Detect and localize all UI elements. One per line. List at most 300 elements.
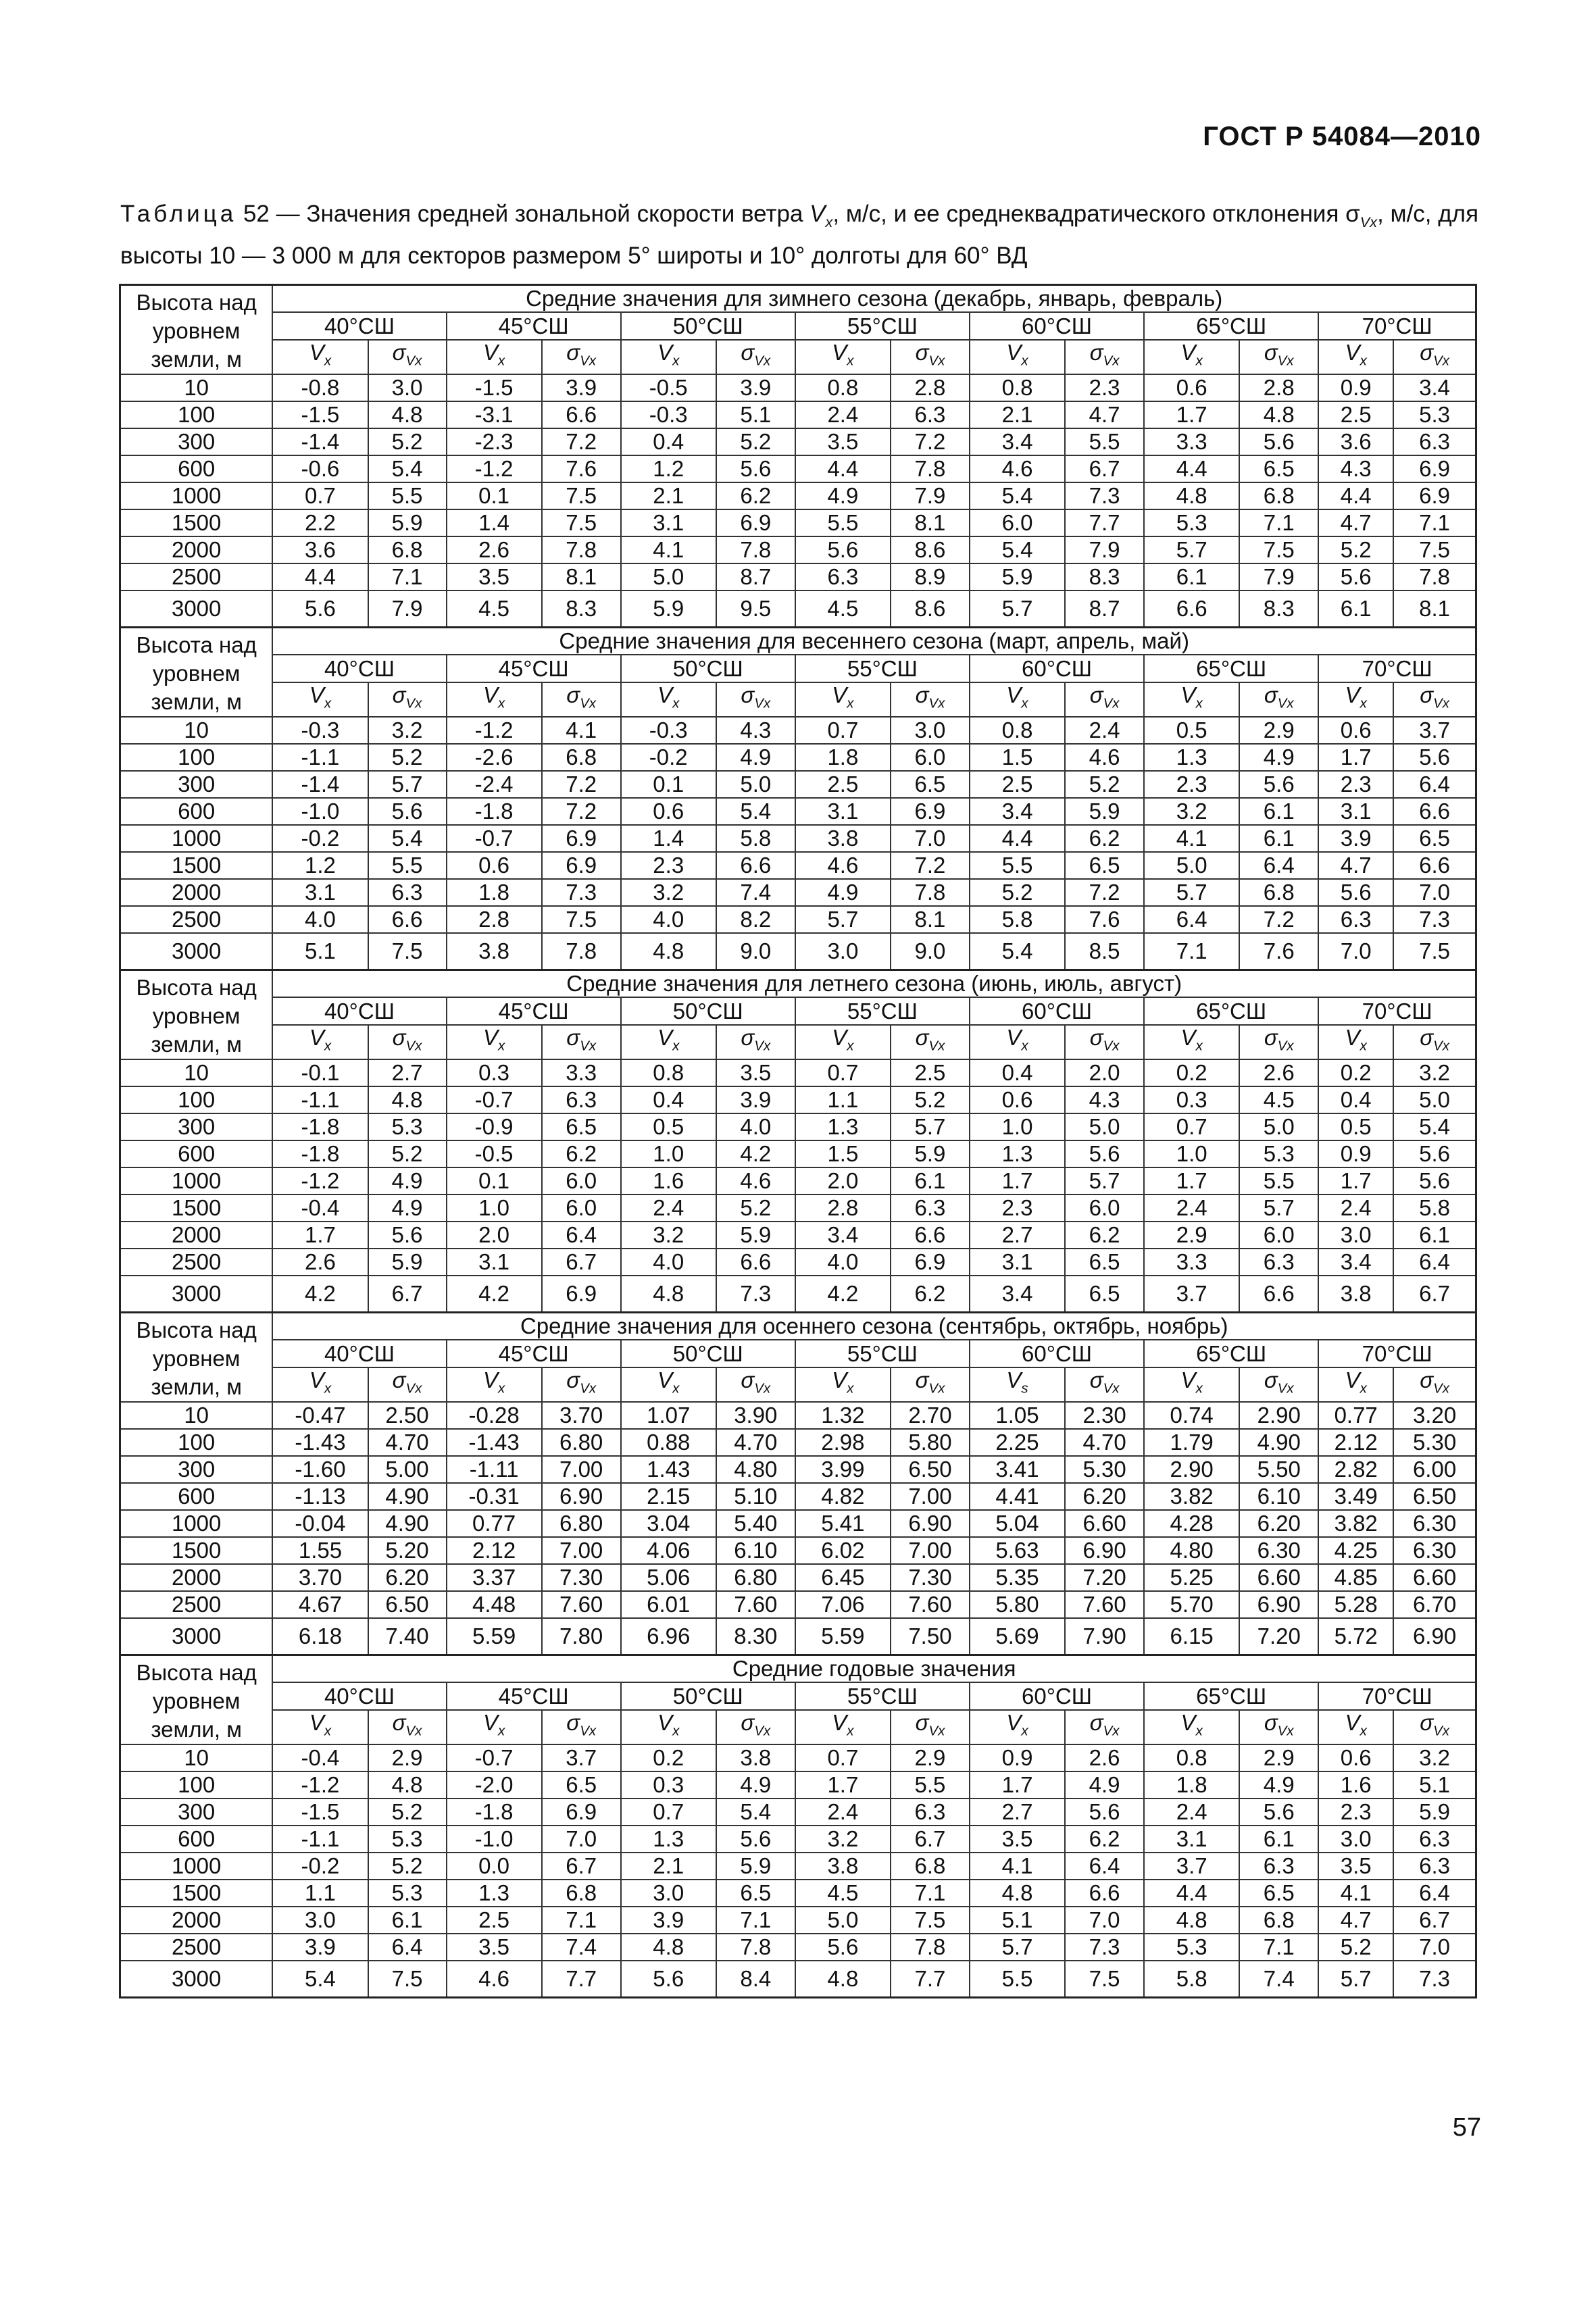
- vx-value: 0.77: [447, 1510, 542, 1537]
- height-cell: 600: [120, 455, 273, 482]
- sigma-value: 5.6: [1393, 1167, 1476, 1194]
- vx-subheader: $V_x$: [447, 682, 542, 717]
- vx-value: 4.48: [447, 1591, 542, 1618]
- vx-value: 6.3: [1318, 906, 1393, 933]
- vx-value: 1.5: [795, 1140, 891, 1167]
- vx-value: 0.2: [621, 1744, 716, 1771]
- vx-value: 5.2: [1318, 536, 1393, 563]
- sigma-value: 6.3: [891, 401, 970, 428]
- vx-value: 3.2: [1144, 798, 1239, 825]
- vx-value: 1.0: [1144, 1140, 1239, 1167]
- sigma-value: 6.9: [891, 1249, 970, 1276]
- height-cell: 300: [120, 771, 273, 798]
- vx-value: 4.4: [272, 563, 368, 590]
- sigma-value: 6.9: [542, 852, 621, 879]
- sigma-subheader: $\sigma_{Vx}$: [1393, 1710, 1476, 1744]
- sigma-subheader: $\sigma_{Vx}$: [1239, 340, 1318, 374]
- sigma-value: 3.9: [542, 374, 621, 401]
- vx-value: 5.7: [1318, 1961, 1393, 1998]
- section-title: Средние значения для осеннего сезона (сентябрь, октябрь, ноябрь): [272, 1313, 1476, 1340]
- sigma-value: 7.2: [1239, 906, 1318, 933]
- vx-value: 5.6: [621, 1961, 716, 1998]
- vx-value: -0.4: [272, 1194, 368, 1222]
- latitude-header: 45°СШ: [447, 312, 621, 339]
- vx-value: 2.4: [795, 401, 891, 428]
- sigma-value: 5.4: [716, 1799, 795, 1826]
- vx-value: 4.0: [272, 906, 368, 933]
- sigma-subheader: $\sigma_{Vx}$: [368, 1367, 447, 1402]
- sigma-value: 5.2: [368, 744, 447, 771]
- vx-value: -2.6: [447, 744, 542, 771]
- table-row: [120, 563, 1476, 590]
- sigma-subheader: $\sigma_{Vx}$: [716, 682, 795, 717]
- vx-value: 4.6: [970, 455, 1065, 482]
- height-cell: 100: [120, 1771, 273, 1799]
- vx-value: -0.7: [447, 825, 542, 852]
- table-row: [120, 1113, 1476, 1140]
- table-row: [120, 771, 1476, 798]
- sigma-value: 5.6: [1239, 771, 1318, 798]
- vx-value: 5.7: [970, 1934, 1065, 1961]
- vx-value: 5.35: [970, 1564, 1065, 1591]
- vx-subheader: $V_x$: [1144, 682, 1239, 717]
- vx-value: 3.1: [1318, 798, 1393, 825]
- sigma-value: 5.9: [1393, 1799, 1476, 1826]
- vx-value: 5.6: [1318, 879, 1393, 906]
- height-cell: 3000: [120, 590, 273, 628]
- vx-value: 2.2: [272, 509, 368, 536]
- sigma-value: 7.9: [891, 482, 970, 509]
- sigma-subheader: $\sigma_{Vx}$: [368, 682, 447, 717]
- vx-value: 4.85: [1318, 1564, 1393, 1591]
- sigma-value: 5.10: [716, 1483, 795, 1510]
- vx-value: 6.0: [970, 509, 1065, 536]
- sigma-value: 7.8: [891, 879, 970, 906]
- sigma-value: 5.7: [891, 1113, 970, 1140]
- vx-value: 3.99: [795, 1456, 891, 1483]
- height-cell: 10: [120, 1744, 273, 1771]
- vx-value: 3.2: [795, 1826, 891, 1853]
- sigma-value: 5.9: [368, 509, 447, 536]
- vx-value: 0.1: [621, 771, 716, 798]
- vx-subheader: $V_x$: [970, 682, 1065, 717]
- sigma-value: 7.8: [716, 536, 795, 563]
- vx-value: 3.41: [970, 1456, 1065, 1483]
- vx-value: 0.6: [970, 1086, 1065, 1113]
- sigma-value: 6.5: [1065, 852, 1144, 879]
- sigma-subheader: $\sigma_{Vx}$: [368, 340, 447, 374]
- vx-value: 4.67: [272, 1591, 368, 1618]
- vx-value: -0.2: [621, 744, 716, 771]
- vx-value: -1.60: [272, 1456, 368, 1483]
- sigma-value: 7.0: [1393, 1934, 1476, 1961]
- vx-subheader: $V_x$: [970, 1025, 1065, 1059]
- latitude-header: 70°СШ: [1318, 1682, 1476, 1709]
- sigma-value: 7.2: [542, 798, 621, 825]
- height-cell: 10: [120, 1402, 273, 1429]
- sigma-value: 6.0: [1065, 1194, 1144, 1222]
- vx-value: 1.4: [447, 509, 542, 536]
- vx-subheader: $V_x$: [272, 340, 368, 374]
- sigma-value: 6.9: [542, 825, 621, 852]
- vx-value: 0.4: [621, 428, 716, 455]
- sigma-value: 5.0: [716, 771, 795, 798]
- latitude-header: 40°СШ: [272, 1682, 446, 1709]
- sigma-value: 7.1: [368, 563, 447, 590]
- sigma-value: 6.60: [1065, 1510, 1144, 1537]
- sigma-value: 6.6: [1393, 798, 1476, 825]
- vx-value: 2.9: [1144, 1222, 1239, 1249]
- vx-value: 4.25: [1318, 1537, 1393, 1564]
- vx-value: 1.7: [795, 1771, 891, 1799]
- sigma-value: 9.0: [716, 933, 795, 970]
- latitude-header: 40°СШ: [272, 1340, 446, 1367]
- caption-prefix: Таблица: [120, 201, 237, 227]
- sigma-value: 4.80: [716, 1456, 795, 1483]
- sigma-value: 7.8: [542, 933, 621, 970]
- sigma-value: 6.30: [1393, 1510, 1476, 1537]
- sigma-value: 5.0: [1065, 1113, 1144, 1140]
- sigma-value: 7.00: [891, 1537, 970, 1564]
- sigma-value: 5.3: [1393, 401, 1476, 428]
- sigma-value: 6.3: [1393, 428, 1476, 455]
- sigma-value: 8.7: [716, 563, 795, 590]
- latitude-header: 65°СШ: [1144, 997, 1318, 1024]
- sigma-value: 6.5: [542, 1771, 621, 1799]
- height-cell: 100: [120, 401, 273, 428]
- vx-value: 4.8: [1144, 482, 1239, 509]
- vx-value: 2.1: [970, 401, 1065, 428]
- vx-value: 1.6: [621, 1167, 716, 1194]
- vx-value: 0.6: [447, 852, 542, 879]
- vx-value: 0.4: [1318, 1086, 1393, 1113]
- sigma-value: 6.3: [1239, 1853, 1318, 1880]
- sigma-value: 7.8: [891, 455, 970, 482]
- sigma-value: 3.2: [1393, 1059, 1476, 1086]
- vx-value: 5.59: [447, 1618, 542, 1655]
- sigma-value: 7.0: [1065, 1907, 1144, 1934]
- sigma-value: 4.70: [368, 1429, 447, 1456]
- vx-value: -1.5: [272, 1799, 368, 1826]
- vx-value: 1.2: [272, 852, 368, 879]
- table-row: [120, 1934, 1476, 1961]
- height-cell: 100: [120, 1086, 273, 1113]
- sigma-value: 7.3: [716, 1276, 795, 1313]
- sigma-value: 3.7: [542, 1744, 621, 1771]
- vx-value: 1.79: [1144, 1429, 1239, 1456]
- vx-value: 0.3: [621, 1771, 716, 1799]
- height-cell: 2000: [120, 536, 273, 563]
- vx-value: 0.5: [1318, 1113, 1393, 1140]
- vx-value: -0.3: [621, 401, 716, 428]
- sigma-value: 5.9: [716, 1222, 795, 1249]
- sigma-subheader: $\sigma_{Vx}$: [542, 1367, 621, 1402]
- vx-value: 2.15: [621, 1483, 716, 1510]
- vx-value: 1.8: [795, 744, 891, 771]
- sigma-value: 6.0: [1239, 1222, 1318, 1249]
- sigma-value: 2.8: [891, 374, 970, 401]
- sigma-value: 5.2: [716, 1194, 795, 1222]
- sigma-subheader: $\sigma_{Vx}$: [1239, 682, 1318, 717]
- table-row: [120, 590, 1476, 628]
- sigma-value: 5.7: [1065, 1167, 1144, 1194]
- caption-number: 52: [243, 201, 270, 227]
- vx-value: 4.1: [1318, 1880, 1393, 1907]
- subheader-row: [120, 1025, 1476, 1059]
- vx-value: 0.8: [795, 374, 891, 401]
- table-row: [120, 1826, 1476, 1853]
- sigma-value: 5.3: [368, 1113, 447, 1140]
- page-number: 57: [1452, 2113, 1481, 2142]
- sigma-value: 7.0: [1393, 879, 1476, 906]
- vx-value: -1.0: [447, 1826, 542, 1853]
- sigma-value: 7.9: [1065, 536, 1144, 563]
- sigma-value: 7.4: [542, 1934, 621, 1961]
- sigma-value: 6.4: [368, 1934, 447, 1961]
- sigma-value: 6.9: [716, 509, 795, 536]
- latitude-header: 55°СШ: [795, 312, 970, 339]
- section-title-row: [120, 1655, 1476, 1683]
- vx-value: 2.7: [970, 1799, 1065, 1826]
- sigma-value: 5.9: [716, 1853, 795, 1880]
- table-row: [120, 852, 1476, 879]
- sigma-value: 5.9: [1065, 798, 1144, 825]
- sigma-value: 7.80: [542, 1618, 621, 1655]
- height-cell: 1500: [120, 852, 273, 879]
- vx-subheader: $V_x$: [447, 340, 542, 374]
- sigma-value: 2.0: [1065, 1059, 1144, 1086]
- sigma-value: 6.6: [1239, 1276, 1318, 1313]
- sigma-value: 6.5: [1065, 1276, 1144, 1313]
- sigma-value: 6.1: [1393, 1222, 1476, 1249]
- vx-value: 3.8: [1318, 1276, 1393, 1313]
- vx-value: 5.7: [795, 906, 891, 933]
- vx-value: 5.06: [621, 1564, 716, 1591]
- vx-value: 5.3: [1144, 509, 1239, 536]
- vx-subheader: $V_x$: [1318, 1367, 1393, 1402]
- vx-subheader: $V_x$: [621, 1710, 716, 1744]
- sigma-value: 5.2: [1065, 771, 1144, 798]
- sigma-subheader: $\sigma_{Vx}$: [716, 1710, 795, 1744]
- vx-value: 1.3: [1144, 744, 1239, 771]
- sigma-value: 8.9: [891, 563, 970, 590]
- sigma-value: 6.90: [1393, 1618, 1476, 1655]
- sigma-value: 7.5: [368, 933, 447, 970]
- vx-subheader: $V_x$: [447, 1025, 542, 1059]
- sigma-value: 7.5: [1239, 536, 1318, 563]
- sigma-value: 2.90: [1239, 1402, 1318, 1429]
- table-row: [120, 879, 1476, 906]
- sigma-value: 6.80: [542, 1510, 621, 1537]
- vx-value: 0.6: [1318, 717, 1393, 744]
- vx-value: 0.7: [621, 1799, 716, 1826]
- sigma-value: 6.0: [542, 1167, 621, 1194]
- vx-value: 2.3: [621, 852, 716, 879]
- sigma-value: 7.40: [368, 1618, 447, 1655]
- table-row: [120, 401, 1476, 428]
- vx-value: 3.4: [1318, 1249, 1393, 1276]
- sigma-value: 6.80: [716, 1564, 795, 1591]
- sigma-value: 6.6: [891, 1222, 970, 1249]
- sigma-value: 6.6: [542, 401, 621, 428]
- height-cell: 2000: [120, 1907, 273, 1934]
- sigma-value: 5.6: [368, 1222, 447, 1249]
- sigma-value: 6.2: [891, 1276, 970, 1313]
- height-cell: 1000: [120, 1853, 273, 1880]
- sigma-value: 5.2: [891, 1086, 970, 1113]
- sigma-value: 7.50: [891, 1618, 970, 1655]
- latitude-header: 50°СШ: [621, 1682, 795, 1709]
- sigma-subheader: $\sigma_{Vx}$: [1065, 1367, 1144, 1402]
- vx-value: 2.0: [795, 1167, 891, 1194]
- vx-value: 5.7: [970, 590, 1065, 628]
- sigma-value: 3.9: [716, 374, 795, 401]
- sigma-value: 4.8: [1239, 401, 1318, 428]
- sigma-value: 6.7: [1065, 455, 1144, 482]
- sigma-value: 7.20: [1239, 1618, 1318, 1655]
- vx-value: 2.6: [447, 536, 542, 563]
- vx-value: 1.1: [795, 1086, 891, 1113]
- sigma-value: 5.50: [1239, 1456, 1318, 1483]
- sigma-value: 7.6: [1239, 933, 1318, 970]
- caption-text-3: , м/с, для высоты 10 — 3 000 м для секторов размером 5° широты и 10° долготы для 60° ВД: [120, 201, 1479, 269]
- vx-value: -1.5: [272, 401, 368, 428]
- sigma-value: 6.6: [368, 906, 447, 933]
- vx-value: 5.5: [970, 1961, 1065, 1998]
- subheader-row: [120, 1710, 1476, 1744]
- section-title: Средние годовые значения: [272, 1655, 1476, 1683]
- latitude-header: 50°СШ: [621, 655, 795, 682]
- vx-value: 3.82: [1144, 1483, 1239, 1510]
- vx-subheader: $V_x$: [272, 1025, 368, 1059]
- vx-value: 1.4: [621, 825, 716, 852]
- sigma-value: 8.5: [1065, 933, 1144, 970]
- sigma-value: 7.2: [891, 852, 970, 879]
- sigma-value: 8.30: [716, 1618, 795, 1655]
- table-row: [120, 1907, 1476, 1934]
- section-title: Средние значения для весеннего сезона (март, апрель, май): [272, 628, 1476, 655]
- vx-value: 1.3: [970, 1140, 1065, 1167]
- vx-value: 0.7: [272, 482, 368, 509]
- vx-value: 3.1: [272, 879, 368, 906]
- sigma-value: 4.8: [368, 1086, 447, 1113]
- section-title: Средние значения для летнего сезона (июнь, июль, август): [272, 970, 1476, 998]
- vx-value: 3.8: [447, 933, 542, 970]
- latitude-header: 50°СШ: [621, 997, 795, 1024]
- sigma-value: 7.00: [891, 1483, 970, 1510]
- vx-value: 5.6: [795, 1934, 891, 1961]
- sigma-value: 6.00: [1393, 1456, 1476, 1483]
- table-row: [120, 798, 1476, 825]
- vx-value: 3.5: [447, 563, 542, 590]
- vx-value: 5.1: [970, 1907, 1065, 1934]
- vx-subheader: $V_x$: [795, 1710, 891, 1744]
- sigma-value: 7.2: [542, 771, 621, 798]
- vx-value: 4.1: [621, 536, 716, 563]
- latitude-header: 60°СШ: [970, 312, 1144, 339]
- vx-value: 2.8: [795, 1194, 891, 1222]
- sigma-value: 6.8: [891, 1853, 970, 1880]
- vx-value: 3.4: [970, 428, 1065, 455]
- sigma-value: 6.10: [1239, 1483, 1318, 1510]
- vx-subheader: $V_x$: [1318, 1710, 1393, 1744]
- sigma-value: 6.30: [1239, 1537, 1318, 1564]
- vx-subheader: $V_x$: [1318, 1025, 1393, 1059]
- sigma-value: 5.5: [1239, 1167, 1318, 1194]
- sigma-value: 3.2: [368, 717, 447, 744]
- height-cell: 3000: [120, 1618, 273, 1655]
- vx-value: 0.8: [970, 374, 1065, 401]
- vx-value: 4.7: [1318, 1907, 1393, 1934]
- vx-value: 5.8: [1144, 1961, 1239, 1998]
- vx-value: 0.1: [447, 482, 542, 509]
- sigma-value: 6.10: [716, 1537, 795, 1564]
- vx-value: -0.2: [272, 1853, 368, 1880]
- sigma-subheader: $\sigma_{Vx}$: [891, 1025, 970, 1059]
- latitude-header-row: [120, 655, 1476, 682]
- latitude-header: 60°СШ: [970, 1682, 1144, 1709]
- vx-value: 6.02: [795, 1537, 891, 1564]
- vx-value: -1.5: [447, 374, 542, 401]
- sigma-value: 5.30: [1393, 1429, 1476, 1456]
- caption-sigma-sub: Vx: [1360, 213, 1378, 230]
- vx-subheader: $V_x$: [621, 340, 716, 374]
- table-row: [120, 1402, 1476, 1429]
- vx-value: 6.15: [1144, 1618, 1239, 1655]
- vx-value: 1.0: [447, 1194, 542, 1222]
- latitude-header: 55°СШ: [795, 1340, 970, 1367]
- sigma-value: 6.60: [1239, 1564, 1318, 1591]
- sigma-value: 7.1: [716, 1907, 795, 1934]
- vx-value: 3.7: [1144, 1853, 1239, 1880]
- vx-value: 6.1: [1144, 563, 1239, 590]
- sigma-value: 4.70: [1065, 1429, 1144, 1456]
- sigma-value: 6.3: [1239, 1249, 1318, 1276]
- table-row: [120, 374, 1476, 401]
- sigma-value: 7.1: [1239, 1934, 1318, 1961]
- height-cell: 600: [120, 1483, 273, 1510]
- height-cell: 2000: [120, 879, 273, 906]
- sigma-value: 5.6: [1065, 1140, 1144, 1167]
- vx-value: 4.28: [1144, 1510, 1239, 1537]
- height-cell: 600: [120, 798, 273, 825]
- vx-value: 0.4: [970, 1059, 1065, 1086]
- table-row: [120, 536, 1476, 563]
- vx-subheader: $V_x$: [272, 682, 368, 717]
- vx-value: 4.82: [795, 1483, 891, 1510]
- vx-value: 0.3: [447, 1059, 542, 1086]
- sigma-value: 6.20: [1239, 1510, 1318, 1537]
- height-cell: 1000: [120, 825, 273, 852]
- vx-value: 1.7: [1144, 401, 1239, 428]
- vx-value: 2.90: [1144, 1456, 1239, 1483]
- vx-subheader: $V_x$: [1318, 682, 1393, 717]
- vx-value: 5.6: [795, 536, 891, 563]
- sigma-value: 7.5: [542, 482, 621, 509]
- sigma-value: 9.0: [891, 933, 970, 970]
- sigma-value: 6.50: [1393, 1483, 1476, 1510]
- height-cell: 2500: [120, 563, 273, 590]
- vx-value: 4.4: [1318, 482, 1393, 509]
- sigma-value: 3.70: [542, 1402, 621, 1429]
- sigma-value: 5.5: [368, 852, 447, 879]
- vx-value: -1.4: [272, 771, 368, 798]
- sigma-value: 2.7: [368, 1059, 447, 1086]
- sigma-subheader: $\sigma_{Vx}$: [542, 1025, 621, 1059]
- sigma-value: 7.8: [1393, 563, 1476, 590]
- vx-value: 0.6: [1318, 1744, 1393, 1771]
- vx-value: 0.77: [1318, 1402, 1393, 1429]
